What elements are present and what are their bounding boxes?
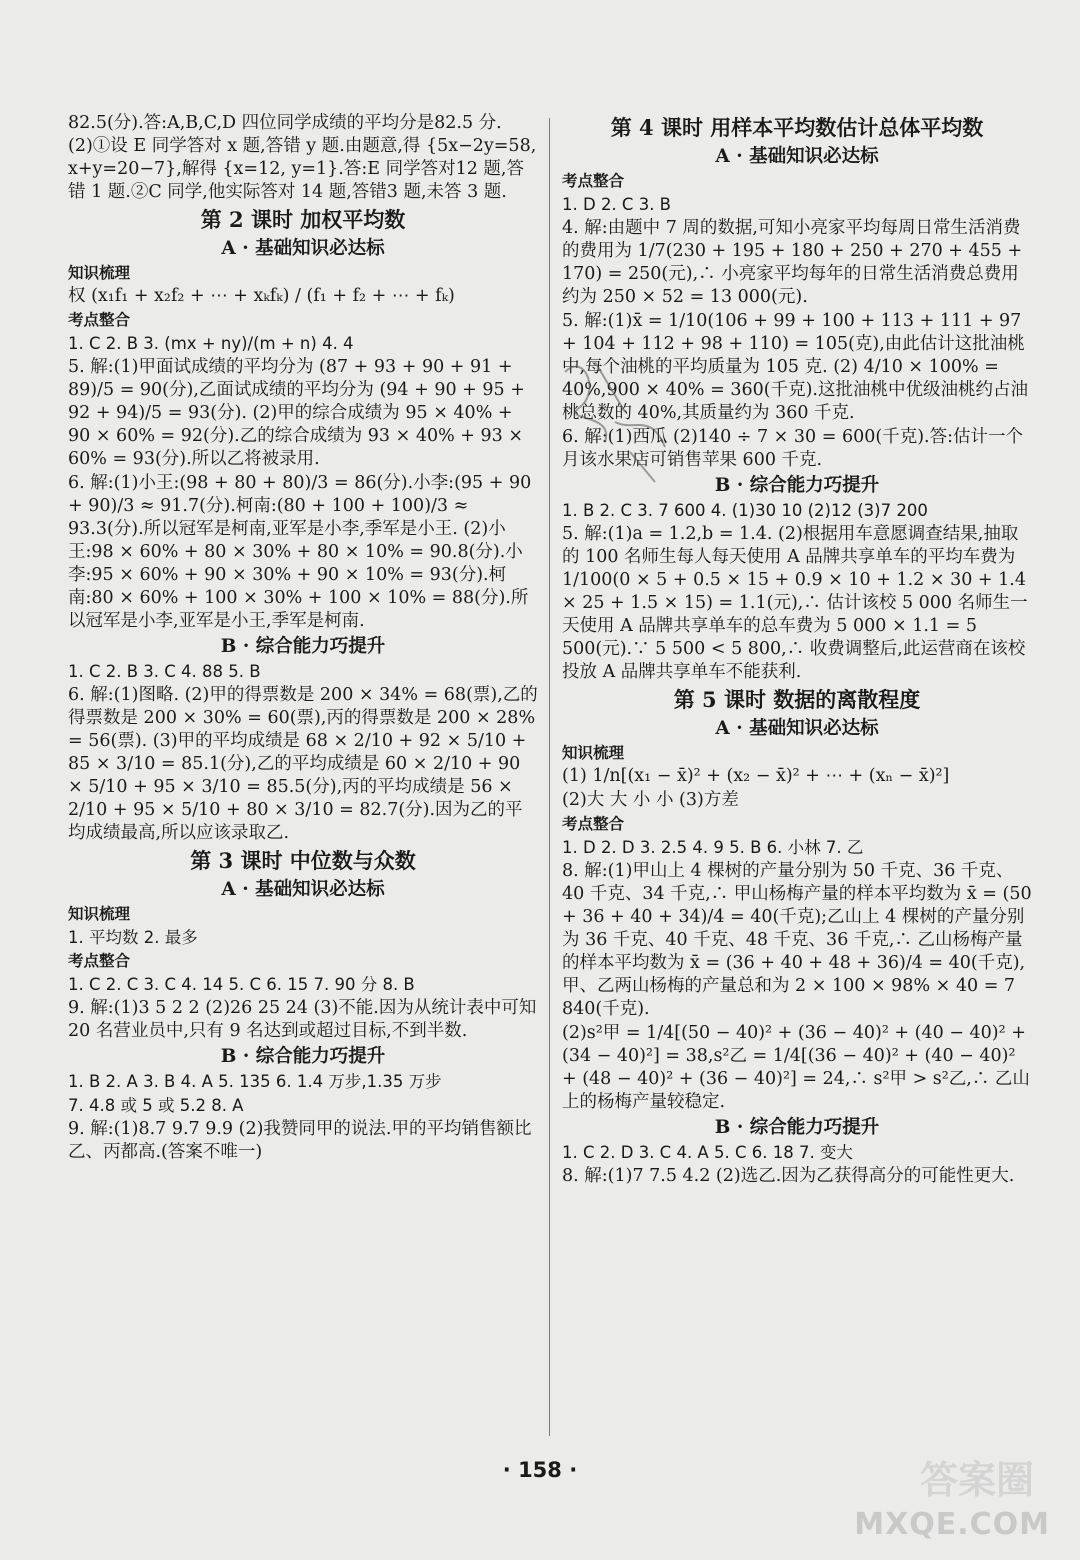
- solution-paragraph: (2)s²甲 = 1/4[(50 − 40)² + (36 − 40)² + (40 − 40)² + (34 − 40)²] = 38,s²乙 = 1/4[(36 − 40)² + (40 − 40)² + (48 − 40)² + (36 − 40)²] = 24,∴ s²甲 > s²乙,∴ 乙山上的杨梅产量较稳定.: [562, 1023, 1030, 1112]
- answer-line: 1. C 2. C 3. C 4. 14 5. C 6. 15 7. 90 分 8. B: [68, 975, 415, 994]
- subsection-heading: 考点整合: [68, 311, 131, 329]
- answer-line: 1. 平均数 2. 最多: [68, 928, 198, 947]
- solution-paragraph: 8. 解:(1)甲山上 4 棵树的产量分别为 50 千克、36 千克、40 千克、34 千克,∴ 甲山杨梅产量的样本平均数为 x̄ = (50 + 36 + 40 + 34)/4 = 40(千克);乙山上 4 棵树的产量分别为 36 千克、40 千克、48 千克、36 千克,∴ 乙山杨梅产量的样本平均数为 x̄ = (36 + 40 + 48 + 36)/4 = 40(千克),甲、乙两山杨梅的产量总和为 2 × 100 × 98% × 40 = 7 840(千克).: [562, 861, 1032, 1019]
- watermark-url: MXQE.COM: [854, 1507, 1050, 1542]
- answer-line: 1. D 2. C 3. B: [562, 195, 671, 214]
- section-heading: A · 基础知识必达标: [221, 879, 385, 900]
- answer-line: 1. B 2. C 3. 7 600 4. (1)30 10 (2)12 (3)7 200: [562, 501, 928, 520]
- watermark: [854, 1458, 1064, 1548]
- watermark-logo: 答案圈: [919, 1458, 1034, 1502]
- solution-paragraph: 6. 解:(1)西瓜 (2)140 ÷ 7 × 30 = 600(千克).答:估计一个月该水果店可销售苹果 600 千克.: [562, 427, 1023, 470]
- answer-line: 1. D 2. D 3. 2.5 4. 9 5. B 6. 小林 7. 乙: [562, 838, 864, 857]
- answer-line: 7. 4.8 或 5 或 5.2 8. A: [68, 1096, 244, 1115]
- answer-line: 1. C 2. D 3. C 4. A 5. C 6. 18 7. 变大: [562, 1143, 853, 1162]
- answer-line: 1. C 2. B 3. (mx + ny)/(m + n) 4. 4: [68, 334, 354, 353]
- column-divider: [549, 118, 550, 1436]
- section-heading: B · 综合能力巧提升: [714, 1117, 880, 1138]
- lesson-heading: 第 2 课时 加权平均数: [200, 207, 406, 232]
- solution-paragraph: 5. 解:(1)x̄ = 1/10(106 + 99 + 100 + 113 + 111 + 97 + 104 + 112 + 98 + 110) = 105(克),由此估计这批油桃中,每个油桃的平均质量为 105 克. (2) 4/10 × 100% = 40%,900 × 40% = 360(千克).这批油桃中优级油桃约占油桃总数的 40%,其质量约为 360 千克.: [562, 311, 1028, 423]
- answer-line: 1. B 2. A 3. B 4. A 5. 135 6. 1.4 万步,1.35 万步: [68, 1072, 442, 1091]
- solution-paragraph: 6. 解:(1)小王:(98 + 80 + 80)/3 = 86(分).小李:(95 + 90 + 90)/3 ≈ 91.7(分).柯南:(80 + 100 + 100)/3 ≈ 93.3(分).所以冠军是柯南,亚军是小李,季军是小王. (2)小王:98 × 60% + 80 × 30% + 80 × 10% = 90.8(分).小李:95 × 60% + 90 × 30% + 90 × 10% = 93(分).柯南:80 × 60% + 100 × 30% + 100 × 10% = 88(分).所以冠军是小李,亚军是小王,季军是柯南.: [68, 473, 532, 631]
- left-column: [68, 112, 538, 1165]
- solution-paragraph: 9. 解:(1)3 5 2 2 (2)26 25 24 (3)不能.因为从统计表中可知 20 名营业员中,只有 9 名达到或超过目标,不到半数.: [68, 998, 537, 1041]
- solution-paragraph: 5. 解:(1)甲面试成绩的平均分为 (87 + 93 + 90 + 91 + 89)/5 = 90(分),乙面试成绩的平均分为 (94 + 90 + 95 + 92 + 94)/5 = 93(分). (2)甲的综合成绩为 95 × 40% + 90 × 60% = 92(分).乙的综合成绩为 93 × 40% + 93 × 60% = 93(分).所以乙将被录用.: [68, 357, 525, 469]
- solution-paragraph: 5. 解:(1)a = 1.2,b = 1.4. (2)根据用车意愿调查结果,抽取的 100 名师生每人每天使用 A 品牌共享单车的平均车费为 1/100(0 × 5 + 0.5 × 15 + 0.9 × 10 + 1.2 × 30 + 1.4 × 25 + 1.5 × 15) = 1.1(元),∴ 估计该校 5 000 名师生一天使用 A 品牌共享单车的总车费为 5 000 × 1.1 = 5 500(元).∵ 5 500 < 5 800,∴ 收费调整后,此运营商在该校投放 A 品牌共享单车不能获利.: [562, 524, 1028, 682]
- subsection-heading: 知识梳理: [68, 264, 131, 282]
- solution-paragraph: 6. 解:(1)图略. (2)甲的得票数是 200 × 34% = 68(票),乙的得票数是 200 × 30% = 60(票),丙的得票数是 200 × 28% = 56(票). (3)甲的平均成绩是 68 × 2/10 + 92 × 5/10 + 85 × 3/10 = 85.1(分),乙的平均成绩是 60 × 2/10 + 90 × 5/10 + 95 × 3/10 = 85.5(分),丙的平均成绩是 56 × 2/10 + 95 × 5/10 + 80 × 3/10 = 82.7(分).因为乙的平均成绩最高,所以应该录取乙.: [68, 685, 538, 843]
- section-heading: A · 基础知识必达标: [715, 146, 879, 167]
- section-heading: B · 综合能力巧提升: [220, 1046, 386, 1067]
- section-heading: B · 综合能力巧提升: [220, 636, 386, 657]
- lesson-heading: 第 4 课时 用样本平均数估计总体平均数: [610, 115, 984, 140]
- solution-paragraph: 8. 解:(1)7 7.5 4.2 (2)选乙.因为乙获得高分的可能性更大.: [562, 1166, 1015, 1186]
- subsection-heading: 知识梳理: [68, 905, 131, 923]
- subsection-heading: 知识梳理: [562, 744, 625, 762]
- solution-paragraph: (2)大 大 小 小 (3)方差: [562, 790, 739, 810]
- lesson-heading: 第 5 课时 数据的离散程度: [673, 687, 921, 712]
- lesson-heading: 第 3 课时 中位数与众数: [190, 848, 416, 873]
- right-column: [562, 112, 1032, 1189]
- pencil-scribble-mark: [555, 352, 685, 502]
- solution-paragraph: 82.5(分).答:A,B,C,D 四位同学成绩的平均分是82.5 分.(2)①设 E 同学答对 x 题,答错 y 题.由题意,得 {5x−2y=58, x+y=20−7},解得 {x=12, y=1}.答:E 同学答对12 题,答错 1 题.②C 同学,他实际答对 14 题,答错3 题,未答 3 题.: [68, 113, 537, 202]
- subsection-heading: 考点整合: [562, 815, 625, 833]
- solution-paragraph: 权 (x₁f₁ + x₂f₂ + ⋯ + xₖfₖ) / (f₁ + f₂ + ⋯ + fₖ): [68, 286, 455, 306]
- solution-paragraph: 9. 解:(1)8.7 9.7 9.9 (2)我赞同甲的说法.甲的平均销售额比乙、丙都高.(答案不唯一): [68, 1119, 532, 1162]
- solution-paragraph: (1) 1/n[(x₁ − x̄)² + (x₂ − x̄)² + ⋯ + (xₙ − x̄)²]: [562, 766, 950, 786]
- section-heading: A · 基础知识必达标: [715, 718, 879, 739]
- subsection-heading: 考点整合: [562, 172, 625, 190]
- section-heading: B · 综合能力巧提升: [714, 475, 880, 496]
- section-heading: A · 基础知识必达标: [221, 238, 385, 259]
- solution-paragraph: 4. 解:由题中 7 周的数据,可知小亮家平均每周日常生活消费的费用为 1/7(230 + 195 + 180 + 250 + 270 + 455 + 170) = 250(元),∴ 小亮家平均每年的日常生活消费总费用约为 250 × 52 = 13 000(元).: [562, 218, 1023, 307]
- subsection-heading: 考点整合: [68, 952, 131, 970]
- page-number: · 158 ·: [502, 1458, 578, 1482]
- answer-line: 1. C 2. B 3. C 4. 88 5. B: [68, 662, 261, 681]
